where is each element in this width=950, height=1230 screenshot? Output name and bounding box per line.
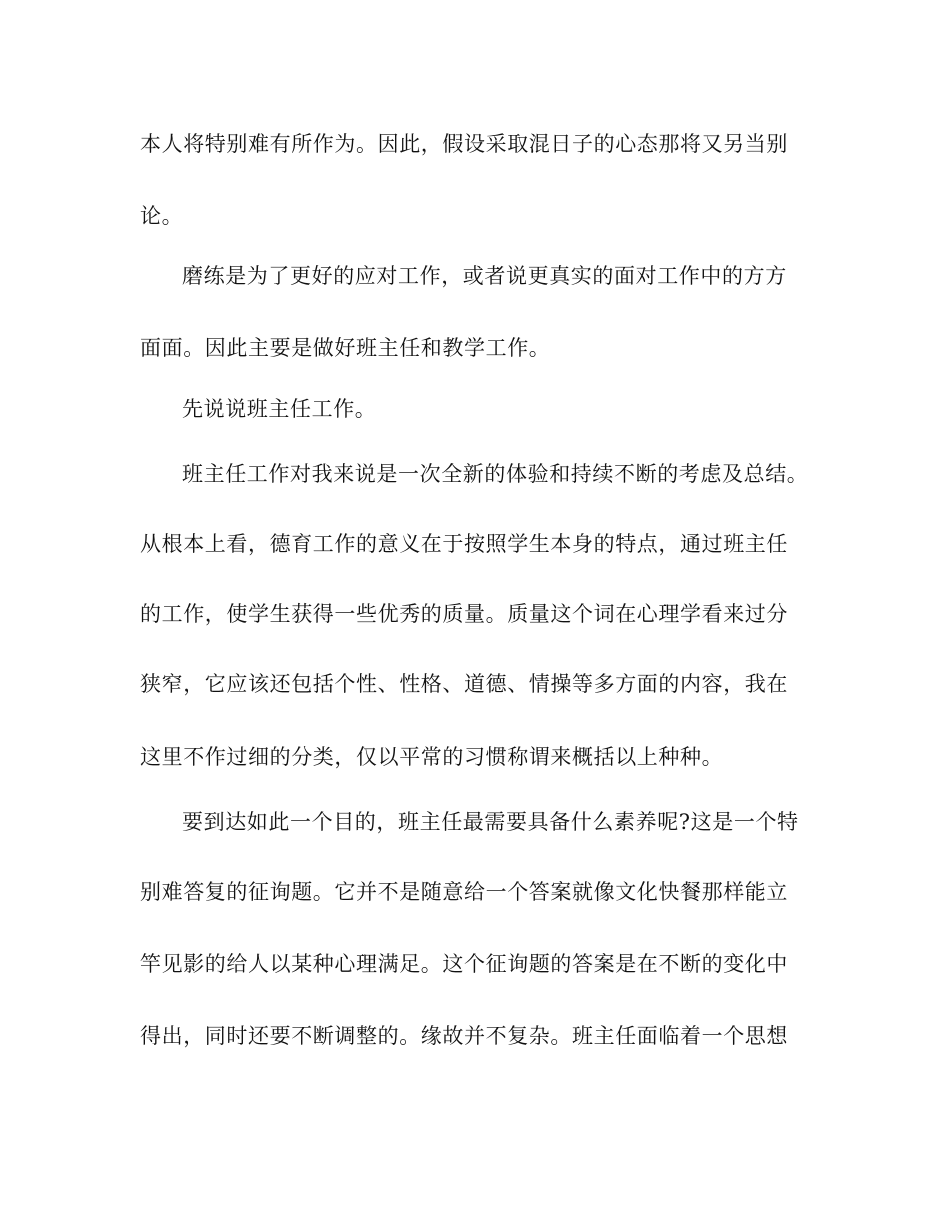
- text-line: 本人将特别难有所作为。因此，假设采取混日子的心态那将又另当别: [140, 132, 788, 156]
- text-line: 狭窄，它应该还包括个性、性格、道德、情操等多方面的内容，我在: [140, 672, 788, 696]
- text-line: 从根本上看，德育工作的意义在于按照学生本身的特点，通过班主任: [140, 532, 788, 556]
- text-line: 的工作，使学生获得一些优秀的质量。质量这个词在心理学看来过分: [140, 602, 788, 626]
- text-line: 别难答复的征询题。它并不是随意给一个答案就像文化快餐那样能立: [140, 880, 788, 904]
- text-line: 得出，同时还要不断调整的。缘故并不复杂。班主任面临着一个思想: [140, 1024, 788, 1048]
- paragraph-start-line: 磨练是为了更好的应对工作，或者说更真实的面对工作中的方方: [182, 264, 787, 288]
- text-line: 论。: [140, 204, 184, 228]
- paragraph-start-line: 班主任工作对我来说是一次全新的体验和持续不断的考虑及总结。: [182, 462, 809, 486]
- text-line: 面面。因此主要是做好班主任和教学工作。: [140, 336, 551, 360]
- text-line: 竿见影的给人以某种心理满足。这个征询题的答案是在不断的变化中: [140, 952, 788, 976]
- paragraph-start-line: 先说说班主任工作。: [182, 397, 377, 421]
- paragraph-start-line: 要到达如此一个目的，班主任最需要具备什么素养呢?这是一个特: [182, 810, 799, 834]
- text-line: 这里不作过细的分类，仅以平常的习惯称谓来概括以上种种。: [140, 745, 724, 769]
